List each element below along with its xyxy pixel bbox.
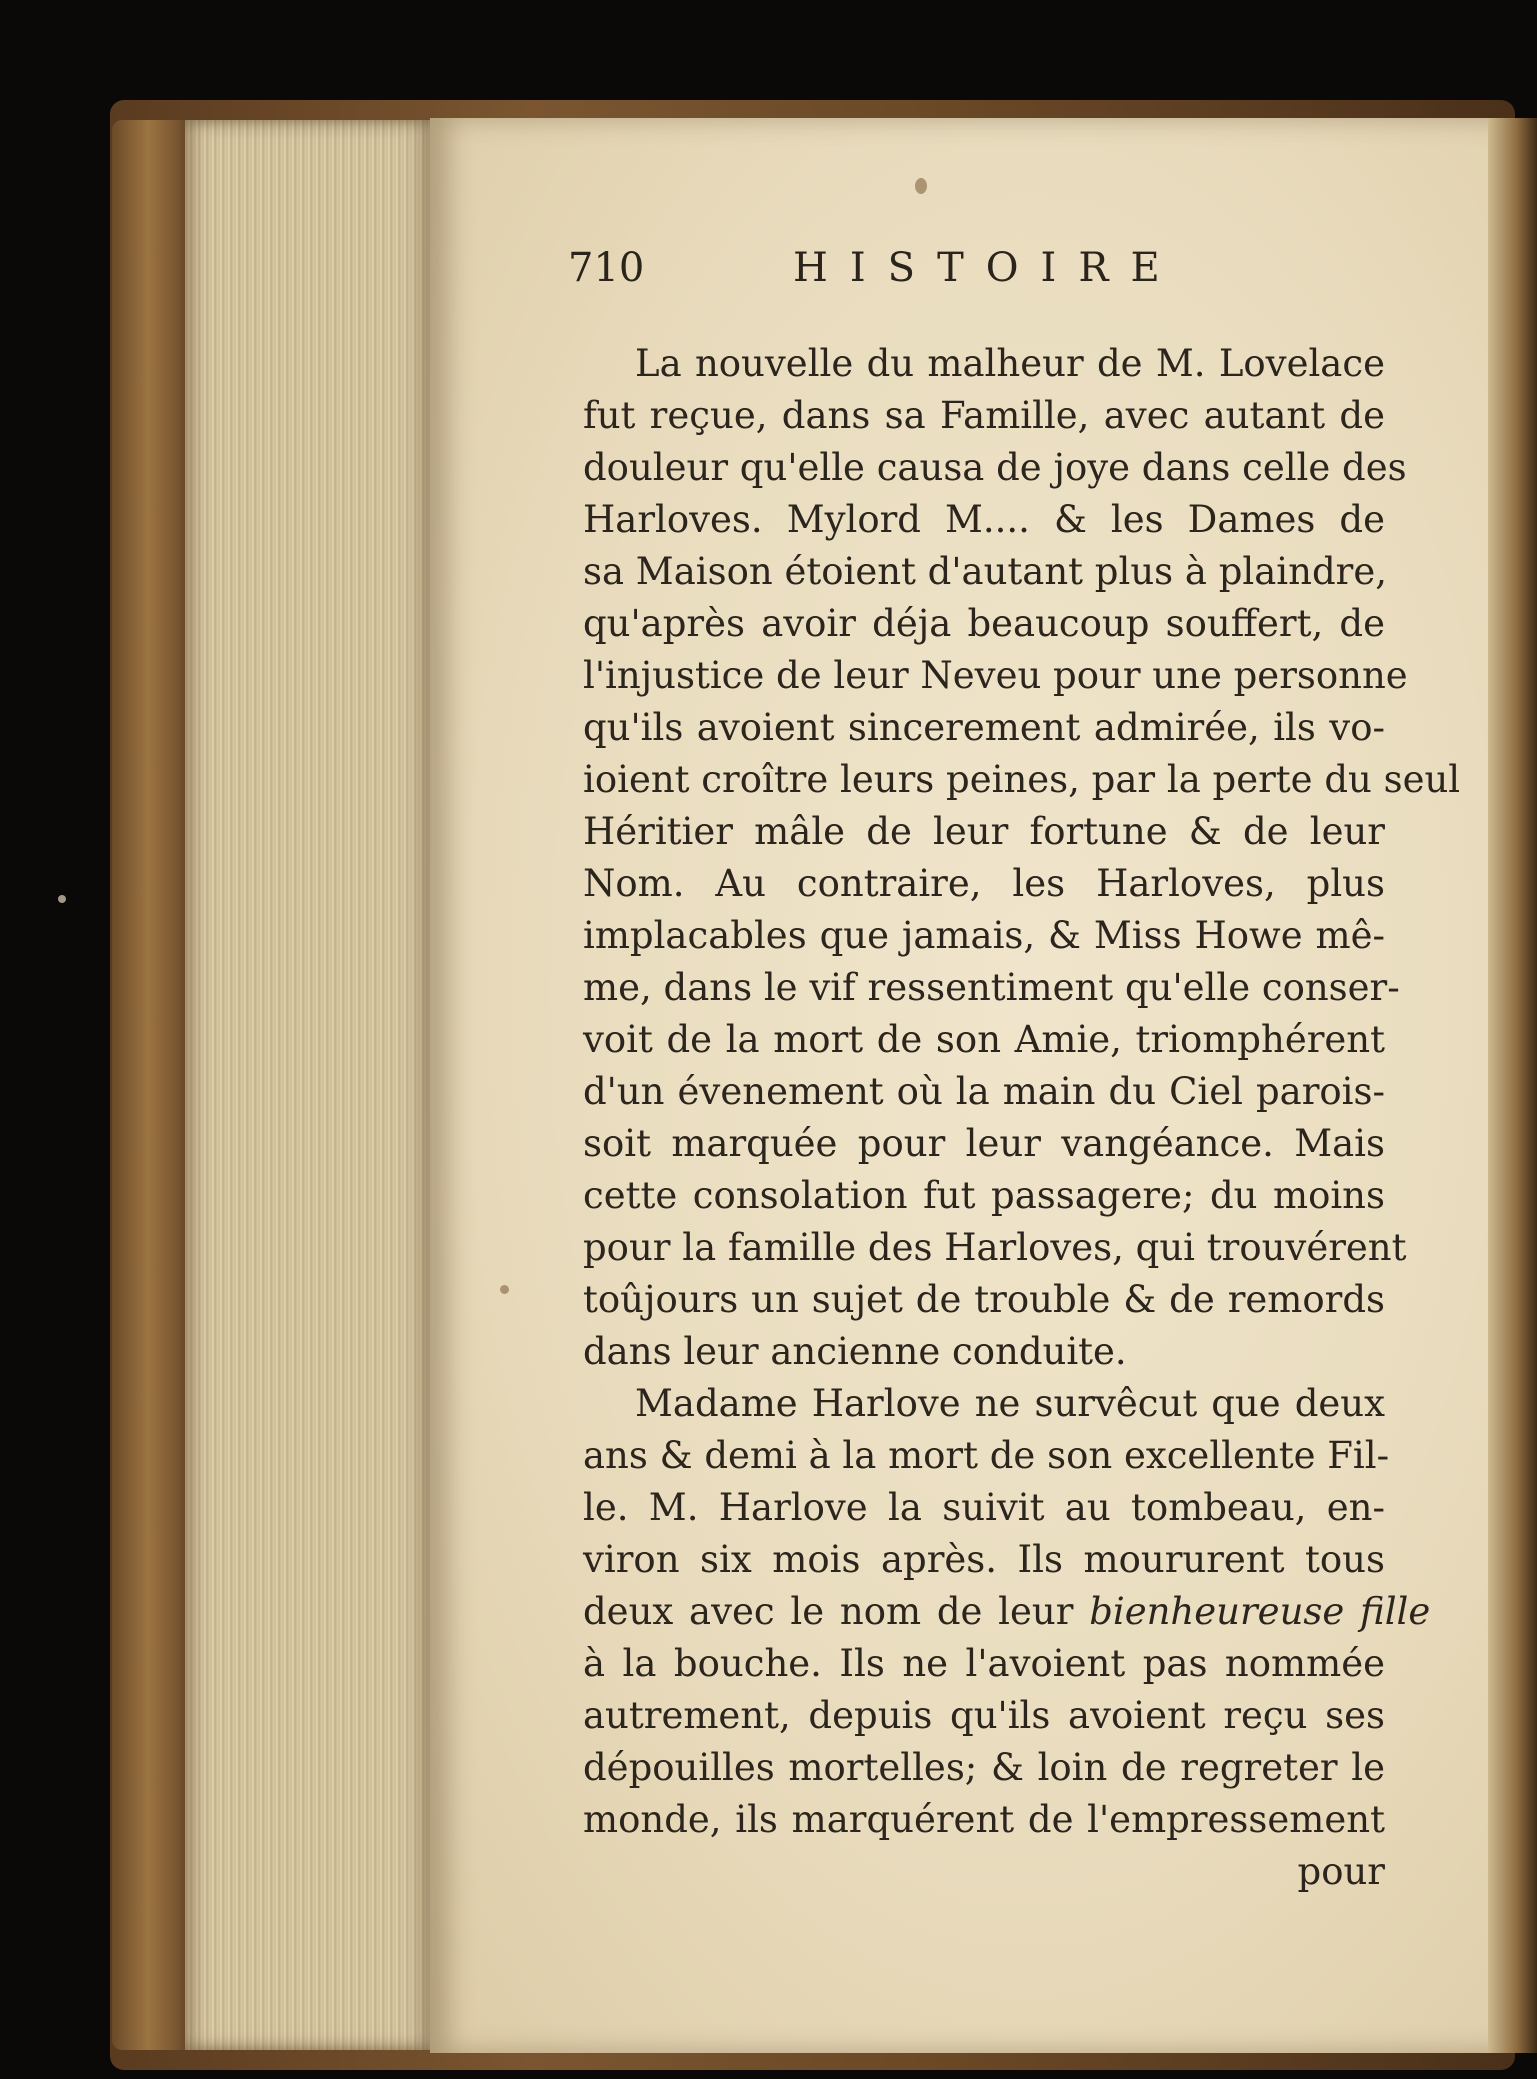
- text-line: le. M. Harlove la suivit au tombeau, en-: [583, 1486, 1385, 1529]
- text-line: soit marquée pour leur vangéance. Mais: [583, 1122, 1385, 1165]
- ink-spot: [500, 1285, 509, 1294]
- text-line: toûjours un sujet de trouble & de remords: [583, 1278, 1385, 1321]
- text-line: qu'après avoir déja beaucoup souffert, de: [583, 602, 1385, 645]
- text-line: Nom. Au contraire, les Harloves, plus: [583, 862, 1385, 905]
- text-line: Madame Harlove ne survêcut que deux: [635, 1382, 1385, 1425]
- text-line: voit de la mort de son Amie, triomphérent: [583, 1018, 1385, 1061]
- text-line: dans leur ancienne conduite.: [583, 1330, 1127, 1373]
- catchword: pour: [1297, 1850, 1385, 1893]
- text-line: ioient croître leurs peines, par la perte du seul: [583, 758, 1461, 801]
- text-line: Harloves. Mylord M.... & les Dames de: [583, 498, 1385, 541]
- page-edges: [185, 120, 435, 2050]
- text-line: La nouvelle du malheur de M. Lovelace: [635, 342, 1385, 385]
- text-line: douleur qu'elle causa de joye dans celle des: [583, 446, 1407, 489]
- running-title: HISTOIRE: [793, 245, 1182, 291]
- text-line: monde, ils marquérent de l'empressement: [583, 1798, 1385, 1841]
- text-line: me, dans le vif ressentiment qu'elle conser-: [583, 966, 1400, 1009]
- ink-spot: [58, 895, 66, 903]
- text-line: d'un évenement où la main du Ciel parois-: [583, 1070, 1385, 1113]
- text-line: pour la famille des Harloves, qui trouvérent: [583, 1226, 1407, 1269]
- italic-text: bienheureuse fille: [1089, 1590, 1431, 1633]
- text-line: ans & demi à la mort de son excellente Fil-: [583, 1434, 1390, 1477]
- text-line: sa Maison étoient d'autant plus à plaindre,: [583, 550, 1387, 593]
- book-spine: [112, 120, 192, 2050]
- text-line: cette consolation fut passagere; du moins: [583, 1174, 1385, 1217]
- body-text: [583, 338, 1461, 1898]
- text-line: l'injustice de leur Neveu pour une personne: [583, 654, 1408, 697]
- ink-spot: [915, 178, 927, 194]
- text-line: dépouilles mortelles; & loin de regreter le: [583, 1746, 1385, 1789]
- text-line: Héritier mâle de leur fortune & de leur: [583, 810, 1385, 853]
- text-line-italic: [583, 1586, 1431, 1638]
- text-line: fut reçue, dans sa Famille, avec autant de: [583, 394, 1385, 437]
- page-header: [568, 245, 1248, 305]
- text-line: implacables que jamais, & Miss Howe mê-: [583, 914, 1385, 957]
- text-line: viron six mois après. Ils moururent tous: [583, 1538, 1385, 1581]
- page-gutter: [1488, 118, 1537, 2053]
- page-number: 710: [568, 245, 645, 291]
- text-line: autrement, depuis qu'ils avoient reçu ses: [583, 1694, 1385, 1737]
- text-line: à la bouche. Ils ne l'avoient pas nommée: [583, 1642, 1385, 1685]
- text-span: deux avec le nom de leur: [583, 1590, 1090, 1633]
- text-line: qu'ils avoient sincerement admirée, ils vo-: [583, 706, 1385, 749]
